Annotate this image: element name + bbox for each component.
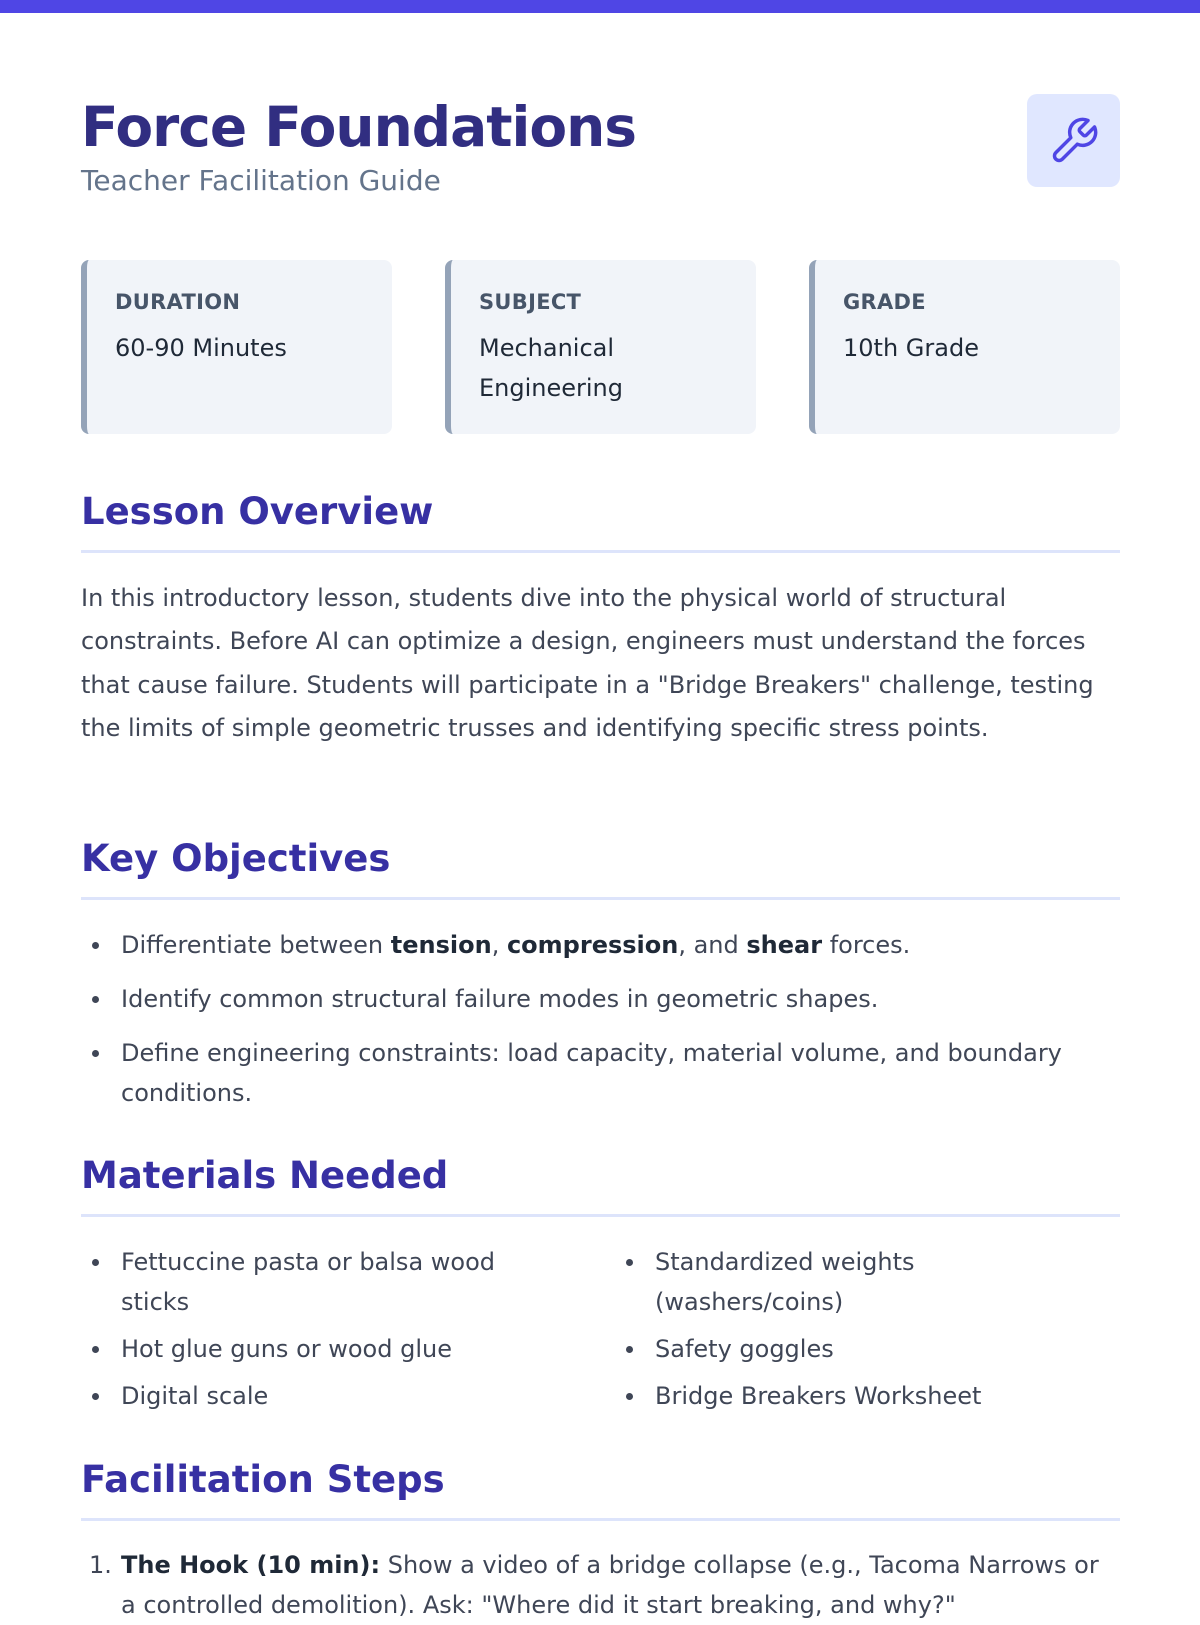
term-tension: tension bbox=[390, 931, 492, 959]
list-item: Define engineering constraints: load capacity, material volume, and boundary conditions. bbox=[81, 1033, 1120, 1113]
list-item bbox=[81, 1545, 1120, 1625]
objective-text: , and bbox=[678, 931, 747, 959]
page-title: Force Foundations bbox=[81, 95, 637, 159]
top-accent-bar bbox=[0, 0, 1200, 13]
lesson-meta-cards bbox=[81, 260, 1120, 434]
meta-label: GRADE bbox=[843, 290, 926, 314]
objective-text: forces. bbox=[822, 931, 911, 959]
meta-card-grade bbox=[809, 260, 1120, 434]
section-heading-objectives: Key Objectives bbox=[81, 834, 1120, 900]
term-shear: shear bbox=[746, 931, 823, 959]
step-text: Show a video of a bridge collapse (e.g., Tacoma Narrows or a controlled demolition). Ask: "Where did it start breaking, and why?" bbox=[121, 1551, 1099, 1619]
list-item: Bridge Breakers Worksheet bbox=[615, 1376, 1085, 1416]
page-subtitle: Teacher Facilitation Guide bbox=[81, 164, 441, 197]
list-item: Standardized weights (washers/coins) bbox=[615, 1242, 1085, 1322]
section-heading-materials: Materials Needed bbox=[81, 1151, 1120, 1217]
meta-value: 10th Grade bbox=[843, 334, 979, 362]
list-item: Digital scale bbox=[81, 1376, 551, 1416]
meta-value: Mechanical Engineering bbox=[479, 334, 623, 402]
section-heading-overview: Lesson Overview bbox=[81, 487, 1120, 553]
meta-card-subject bbox=[445, 260, 756, 434]
objectives-list bbox=[81, 925, 1120, 1127]
term-compression: compression bbox=[506, 931, 679, 959]
wrench-icon bbox=[1027, 94, 1120, 187]
list-item bbox=[81, 925, 1120, 965]
steps-list bbox=[81, 1545, 1120, 1625]
step-title: The Hook (10 min): bbox=[121, 1551, 381, 1579]
meta-value: 60-90 Minutes bbox=[115, 334, 287, 362]
list-item: Hot glue guns or wood glue bbox=[81, 1329, 551, 1369]
overview-paragraph: In this introductory lesson, students dive into the physical world of structural constraints. Before AI can optimize a design, engineers must understand the forces that cause failure. Students will participate in a "Bridge Breakers" challenge, testing the limits of simple geometric trusses and identifying specific stress points. bbox=[81, 584, 1094, 743]
step-number: 1. bbox=[89, 1551, 112, 1579]
meta-label: DURATION bbox=[115, 290, 241, 314]
list-item: Fettuccine pasta or balsa wood sticks bbox=[81, 1242, 551, 1322]
meta-label: SUBJECT bbox=[479, 290, 582, 314]
materials-list-right bbox=[615, 1242, 1085, 1423]
meta-card-duration bbox=[81, 260, 392, 434]
objective-text: Differentiate between bbox=[121, 931, 391, 959]
list-item: Identify common structural failure modes in geometric shapes. bbox=[81, 979, 1120, 1019]
section-heading-steps: Facilitation Steps bbox=[81, 1455, 1120, 1521]
objective-text: , bbox=[491, 931, 507, 959]
list-item: Safety goggles bbox=[615, 1329, 1085, 1369]
materials-list-left bbox=[81, 1242, 551, 1423]
header bbox=[81, 92, 1120, 212]
